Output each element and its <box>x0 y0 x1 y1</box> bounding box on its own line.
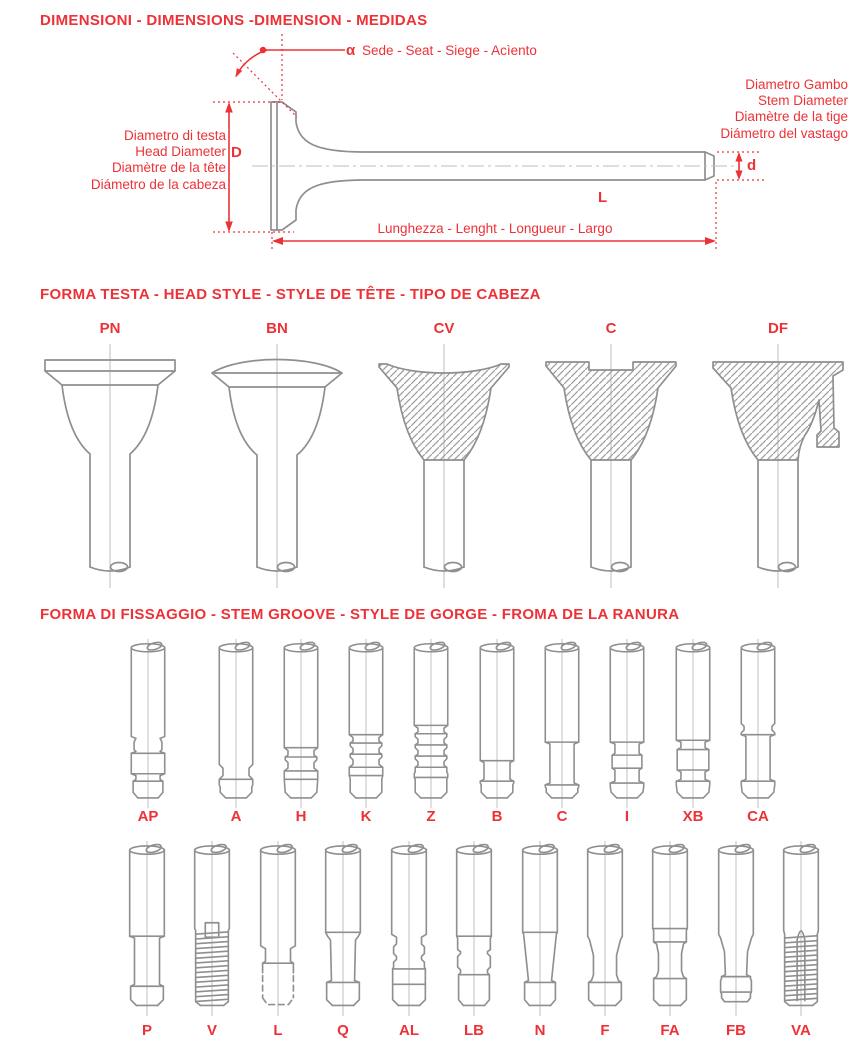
stem-groove-label-B: B <box>491 808 503 825</box>
stem-groove-figure-K <box>336 638 396 815</box>
stem-groove-label-L: L <box>273 1022 283 1039</box>
stem-groove-label-VA: VA <box>791 1022 811 1039</box>
stem-groove-label-A: A <box>230 808 242 825</box>
stem-groove-label-K: K <box>360 808 372 825</box>
head-style-figure-DF <box>703 342 853 592</box>
head-style-label-PN: PN <box>99 320 121 337</box>
head-style-label-CV: CV <box>433 320 455 337</box>
stem-groove-label-C: C <box>556 808 568 825</box>
stem-groove-figure-F <box>575 840 635 1023</box>
stem-groove-figure-VA <box>771 840 831 1023</box>
stem-groove-figure-N <box>510 840 570 1023</box>
stem-groove-figure-A <box>206 638 266 815</box>
stem-groove-figure-Q <box>313 840 373 1023</box>
stem-groove-figure-XB <box>663 638 723 815</box>
stem-groove-figure-P <box>117 840 177 1023</box>
stem-diameter-label: Diametro Gambo Stem Diameter Diamètre de la tige Diámetro del vastago <box>720 77 848 141</box>
stem-groove-figure-B <box>467 638 527 815</box>
stem-diameter-symbol: d <box>747 157 757 174</box>
stem-groove-figure-C <box>532 638 592 815</box>
stem-groove-label-N: N <box>534 1022 546 1039</box>
stem-groove-figure-Z <box>401 638 461 815</box>
head-style-figure-PN <box>35 342 185 592</box>
stem-groove-figure-I <box>597 638 657 815</box>
head-diameter-label: Diametro di testa Head Diameter Diamètre de la tête Diámetro de la cabeza <box>90 128 226 192</box>
head-style-figure-C <box>536 342 686 592</box>
stem-groove-label-AL: AL <box>399 1022 419 1039</box>
stem-groove-figure-V <box>182 840 242 1023</box>
stem-groove-label-F: F <box>600 1022 610 1039</box>
stem-groove-label-XB: XB <box>682 808 704 825</box>
stem-groove-figure-LB <box>444 840 504 1023</box>
stem-groove-label-I: I <box>624 808 630 825</box>
stem-groove-label-LB: LB <box>464 1022 484 1039</box>
stem-groove-label-P: P <box>141 1022 153 1039</box>
stem-groove-figure-AL <box>379 840 439 1023</box>
head-style-figure-BN <box>202 342 352 592</box>
dimensions-section-title: DIMENSIONI - DIMENSIONS -DIMENSION - MEDIDAS <box>40 12 428 29</box>
stem-groove-figure-CA <box>728 638 788 815</box>
stem-groove-label-H: H <box>295 808 307 825</box>
length-label: Lunghezza - Lenght - Longueur - Largo <box>377 221 613 236</box>
head-style-section-title: FORMA TESTA - HEAD STYLE - STYLE DE TÊTE - TIPO DE CABEZA <box>40 286 541 303</box>
head-style-label-BN: BN <box>266 320 288 337</box>
stem-groove-label-V: V <box>206 1022 218 1039</box>
head-style-figure-CV <box>369 342 519 592</box>
stem-groove-label-Z: Z <box>426 808 436 825</box>
stem-groove-label-AP: AP <box>137 808 159 825</box>
stem-groove-label-Q: Q <box>337 1022 349 1039</box>
stem-groove-figure-FB <box>706 840 766 1023</box>
head-style-label-C: C <box>605 320 617 337</box>
head-diameter-symbol: D <box>231 144 242 161</box>
stem-groove-section-title: FORMA DI FISSAGGIO - STEM GROOVE - STYLE DE GORGE - FROMA DE LA RANURA <box>40 606 680 623</box>
head-style-label-DF: DF <box>768 320 788 337</box>
stem-groove-label-FA: FA <box>660 1022 680 1039</box>
stem-groove-label-CA: CA <box>747 808 769 825</box>
stem-groove-label-FB: FB <box>726 1022 746 1039</box>
stem-groove-figure-AP <box>118 638 178 815</box>
stem-groove-figure-H <box>271 638 331 815</box>
stem-groove-figure-L <box>248 840 308 1023</box>
seat-angle-symbol: α <box>346 42 356 59</box>
length-symbol: L <box>598 189 608 206</box>
seat-label: Sede - Seat - Siege - Acìento <box>362 43 537 58</box>
stem-groove-figure-FA <box>640 840 700 1023</box>
